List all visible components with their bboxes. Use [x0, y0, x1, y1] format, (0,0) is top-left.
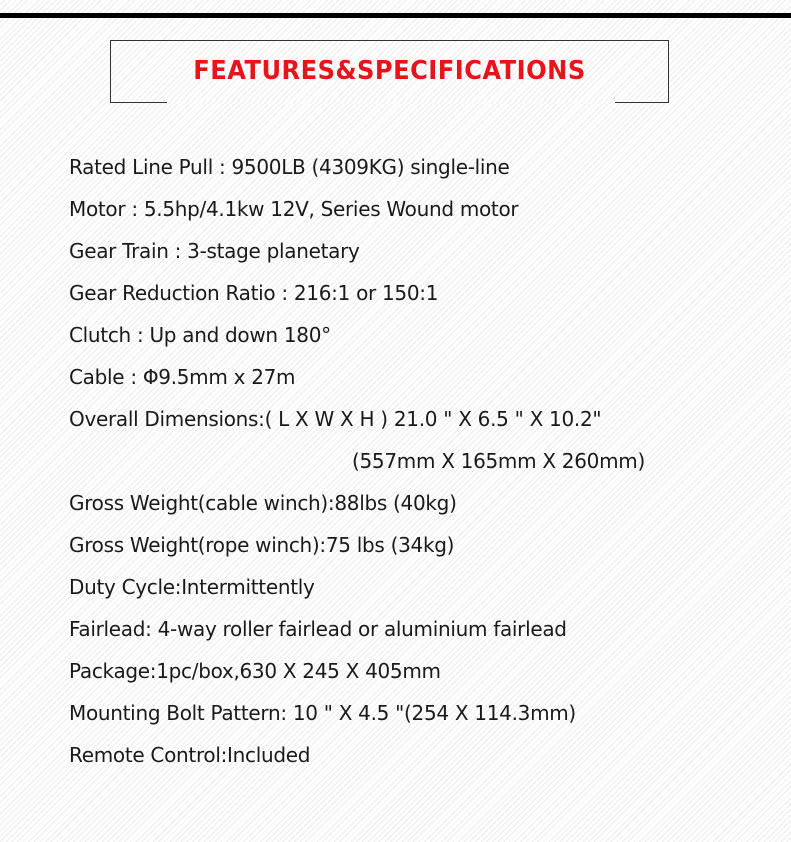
spec-package: Package:1pc/box,630 X 245 X 405mm [69, 659, 441, 683]
spec-overall-dimensions-metric: (557mm X 165mm X 260mm) [352, 449, 645, 473]
spec-fairlead: Fairlead: 4-way roller fairlead or aluminium fairlead [69, 617, 567, 641]
page-title: FEATURES&SPECIFICATIONS [193, 56, 586, 86]
spec-motor: Motor : 5.5hp/4.1kw 12V, Series Wound motor [69, 197, 519, 221]
spec-gross-weight-cable: Gross Weight(cable winch):88lbs (40kg) [69, 491, 457, 515]
spec-cable: Cable : Φ9.5mm x 27m [69, 365, 296, 389]
spec-clutch: Clutch : Up and down 180° [69, 323, 331, 347]
spec-overall-dimensions: Overall Dimensions:( L X W X H ) 21.0 " X 6.5 " X 10.2" [69, 407, 602, 431]
spec-gear-reduction-ratio: Gear Reduction Ratio : 216:1 or 150:1 [69, 281, 439, 305]
title-frame [110, 40, 669, 103]
spec-rated-line-pull: Rated Line Pull : 9500LB (4309KG) single-line [69, 155, 510, 179]
top-divider [0, 13, 791, 18]
spec-remote-control: Remote Control:Included [69, 743, 311, 767]
spec-duty-cycle: Duty Cycle:Intermittently [69, 575, 315, 599]
spec-gear-train: Gear Train : 3-stage planetary [69, 239, 360, 263]
spec-list [69, 146, 769, 776]
spec-gross-weight-rope: Gross Weight(rope winch):75 lbs (34kg) [69, 533, 455, 557]
spec-mounting-bolt-pattern: Mounting Bolt Pattern: 10 " X 4.5 "(254 X 114.3mm) [69, 701, 576, 725]
frame-gap [167, 100, 615, 104]
